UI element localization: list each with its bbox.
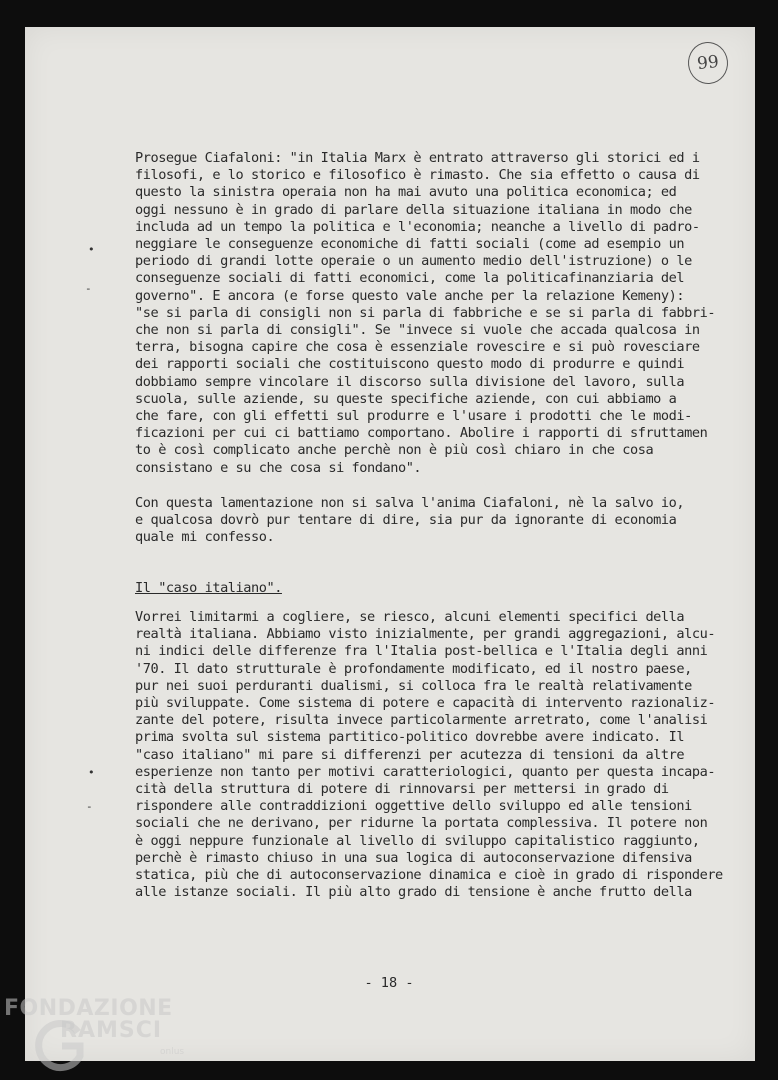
text-line: realtà italiana. Abbiamo visto inizialmente, per grandi aggregazioni, alcu- [135, 626, 716, 643]
text-line: Con questa lamentazione non si salva l'anima Ciafaloni, nè la salvo io, [135, 495, 685, 511]
text-line: Vorrei limitarmi a cogliere, se riesco, alcuni elementi specifici della [135, 609, 685, 625]
text-line: "se si parla di consigli non si parla di fabbriche e se si parla di fabbri- [135, 304, 716, 321]
text-line: più sviluppate. Come sistema di potere e capacità di intervento razionaliz- [135, 695, 716, 712]
text-line: '70. Il dato strutturale è profondamente modificato, ed il nostro paese, [135, 660, 692, 677]
text-line: questo la sinistra operaia non ha mai avuto una politica economica; ed [135, 184, 677, 201]
paragraph-1 [135, 150, 716, 477]
text-line: Prosegue Ciafaloni: "in Italia Marx è entrato attraverso gli storici ed i [135, 150, 700, 166]
text-line: esperienze non tanto per motivi caratteriologici, quanto per questa incapa- [135, 763, 716, 780]
text-line: pur nei suoi perduranti dualismi, si colloca fra le realtà relativamente [135, 677, 692, 694]
watermark-line-1: FONDAZIONE [4, 996, 173, 1021]
text-line: neggiare le conseguenze economiche di fatti sociali (come ad esempio un [135, 236, 685, 253]
text-line: oggi nessuno è in grado di parlare della situazione italiana in modo che [135, 201, 692, 218]
archive-stamp-number: 99 [686, 40, 730, 86]
text-line: alle istanze sociali. Il più alto grado di tensione è anche frutto della [135, 884, 692, 901]
text-line: includa ad un tempo la politica e l'economia; neanche a livello di padro- [135, 218, 700, 235]
text-line: quale mi confesso. [135, 529, 275, 546]
text-line: zante del potere, risulta invece particolarmente arretrato, come l'analisi [135, 712, 708, 729]
section-heading: Il "caso italiano". [135, 580, 282, 596]
text-line: terra, bisogna capire che cosa è essenziale rovescire e si può rovesciare [135, 339, 700, 356]
text-line: ficazioni per cui ci battiamo comportano. Abolire i rapporti di sfruttamen [135, 425, 708, 442]
text-line: "caso italiano" mi pare si differenzi per acutezza di tensioni da altre [135, 746, 685, 763]
text-line: prima svolta sul sistema partitico-politico dovrebbe avere indicato. Il [135, 729, 685, 746]
text-line: perchè è rimasto chiuso in una sua logica di autoconservazione difensiva [135, 849, 692, 866]
watermark-line-2: RAMSCI [60, 1018, 163, 1043]
text-line: cità della struttura di potere di rinnovarsi per mettersi in grado di [135, 781, 669, 798]
text-line: è oggi neppure funzionale al livello di sviluppo capitalistico raggiunto, [135, 832, 700, 849]
text-line: e qualcosa dovrò pur tentare di dire, sia pur da ignorante di economia [135, 512, 677, 529]
margin-dot: • [88, 766, 95, 779]
text-line: conseguenze sociali di fatti economici, come la politicafinanziaria del [135, 270, 685, 287]
margin-dash: - [85, 282, 92, 295]
margin-dash: - [86, 800, 93, 813]
margin-dot: • [88, 243, 95, 256]
text-line: sociali che ne derivano, per ridurne la portata complessiva. Il potere non [135, 815, 708, 832]
text-line: ni indici delle differenze fra l'Italia post-bellica e l'Italia degli anni [135, 643, 708, 660]
paragraph-2 [135, 495, 695, 547]
text-line: dei rapporti sociali che costituiscono questo modo di produrre e quindi [135, 356, 685, 373]
text-line: filosofi, e lo storico e filosofico è rimasto. Che sia effetto o causa di [135, 167, 700, 184]
text-line: governo". E ancora (e forse questo vale anche per la relazione Kemeny): [135, 287, 685, 304]
text-line: che non si parla di consigli". Se "invece si vuole che accada qualcosa in [135, 322, 700, 339]
fondazione-gramsci-watermark [4, 996, 194, 1074]
watermark-onlus: onlus [160, 1047, 185, 1057]
text-line: rispondere alle contraddizioni oggettive dello sviluppo ed alle tensioni [135, 798, 692, 815]
text-line: statica, più che di autoconservazione dinamica e cioè in grado di rispondere [135, 867, 723, 884]
paragraph-3 [135, 609, 723, 901]
text-line: to è così complicato anche perchè non è più così chiaro in che cosa [135, 442, 654, 459]
page-number: - 18 - [364, 975, 414, 991]
text-line: periodo di grandi lotte operaie o un aumento medio dell'istruzione) o le [135, 253, 692, 270]
text-line: scuola, sulle aziende, su queste specifiche aziende, con cui abbiamo a [135, 390, 677, 407]
text-line: che fare, con gli effetti sul produrre e l'usare i prodotti che le modi- [135, 408, 692, 425]
text-line: dobbiamo sempre vincolare il discorso sulla divisione del lavoro, sulla [135, 373, 685, 390]
text-line: consistano e su che cosa si fondano". [135, 459, 422, 476]
